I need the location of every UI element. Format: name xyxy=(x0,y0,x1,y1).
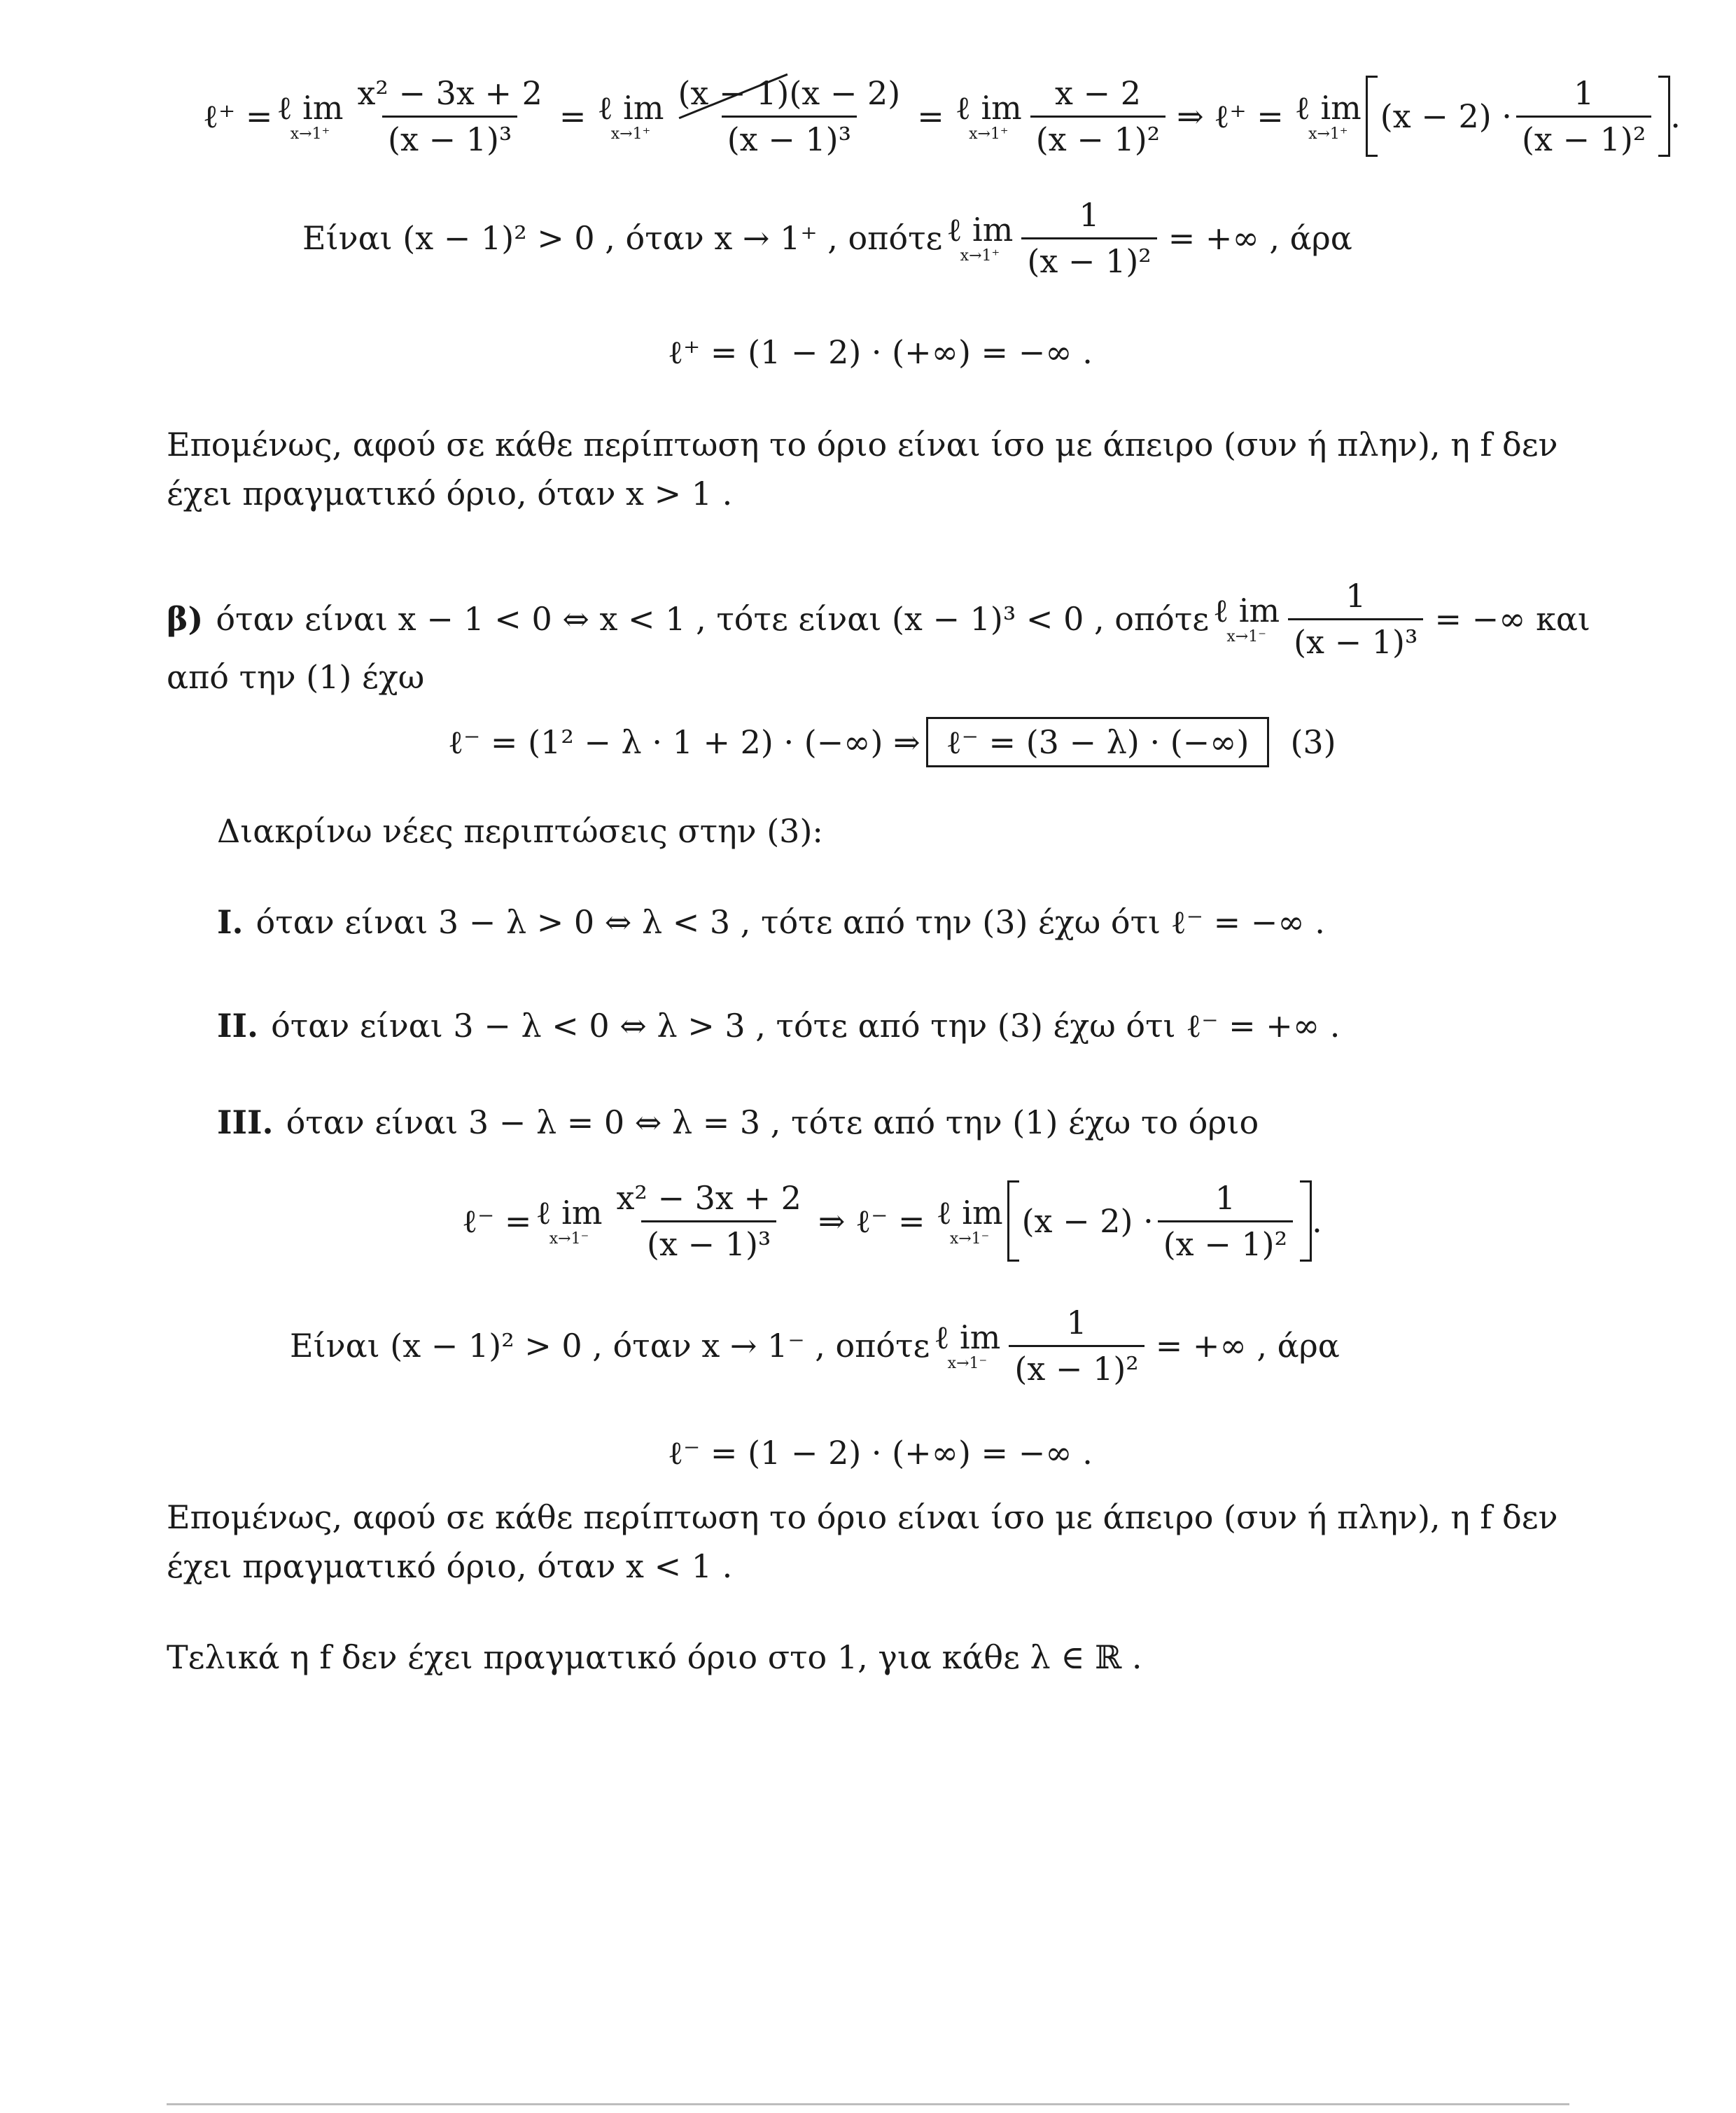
paragraph-1-line-2: έχει πραγματικό όριο, όταν x > 1 . xyxy=(167,475,733,512)
diakrino-line: Διακρίνω νέες περιπτώσεις στην (3): xyxy=(217,812,823,850)
equation-3: ℓ⁻ = (1² − λ · 1 + 2) · (−∞) ⇒ ℓ⁻ = (3 − λ) · (−∞) (3) xyxy=(448,717,1336,767)
limit-operator: ℓ im x→1⁺ xyxy=(276,88,344,144)
limit-operator: ℓ im x→1⁺ xyxy=(1294,88,1362,144)
einai-line-plus: Είναι (x − 1)² > 0 , όταν x → 1⁺ , οπότε ℓ im x→1⁺ $\frac{1}{\text{(x − 1)²}}$ = +∞ , άρα xyxy=(302,196,1352,280)
limit-operator: ℓ im x→1⁺ xyxy=(946,210,1014,265)
top-limit-equation xyxy=(203,76,1681,157)
lplus-result: ℓ⁺ = (1 − 2) · (+∞) = −∞ . xyxy=(668,333,1093,371)
case-1: I. όταν είναι 3 − λ > 0 ⇔ λ < 3 , τότε από την (3) έχω ότι ℓ⁻ = −∞ . xyxy=(217,903,1325,941)
fraction: $\frac{x - 2}{\text{(x − 1)²}}$ xyxy=(1030,76,1166,157)
lhs: ℓ⁺ = xyxy=(203,97,273,136)
footer-divider xyxy=(167,2103,1569,2105)
einai-line-minus: Είναι (x − 1)² > 0 , όταν x → 1⁻ , οπότε ℓ im x→1⁻ $\frac{1}{\text{(x − 1)²}}$ = +∞ , άρα xyxy=(290,1304,1340,1388)
fraction: $\frac{\text{x² − 3x + 2}}{\text{(x − 1)³}}$ xyxy=(616,1179,802,1263)
limit-operator: ℓ im x→1⁻ xyxy=(536,1193,603,1248)
fraction: $\frac{1}{\text{(x − 1)²}}$ xyxy=(1021,197,1156,279)
lminus-limit-equation: ℓ⁻ = ℓ im x→1⁻ $\frac{\text{x² − 3x + 2}}{\text{(x − 1)³}}$ ⇒ ℓ⁻ = ℓ im x→1⁻ (x − 2) · $\frac{1}{\text{(x − 1)²}}$ . xyxy=(462,1179,1322,1263)
case-3: III. όταν είναι 3 − λ = 0 ⇔ λ = 3 , τότε από την (1) έχω το όριο xyxy=(217,1103,1259,1141)
equals: = xyxy=(559,97,587,136)
equation-tag: (3) xyxy=(1290,723,1336,761)
lminus-result: ℓ⁻ = (1 − 2) · (+∞) = −∞ . xyxy=(668,1434,1093,1472)
limit-operator: ℓ im x→1⁺ xyxy=(597,88,664,144)
limit-operator: ℓ im x→1⁻ xyxy=(934,1318,1001,1373)
beta-label: β) xyxy=(167,600,204,639)
beta-line-2: από την (1) έχω xyxy=(167,658,425,696)
paragraph-1-line-1: Επομένως, αφού σε κάθε περίπτωση το όριο είναι ίσο με άπειρο (συν ή πλην), η f δεν xyxy=(167,426,1558,463)
implies: ⇒ ℓ⁺ = xyxy=(1177,97,1284,136)
beta-line: β) όταν είναι x − 1 < 0 ⇔ x < 1 , τότε είναι (x − 1)³ < 0 , οπότε ℓ im x→1⁻ $\frac{1}{\text{(x − 1)³}}$ = −∞ και xyxy=(167,577,1590,661)
limit-operator: ℓ im x→1⁻ xyxy=(1213,591,1280,646)
limit-operator: ℓ im x→1⁻ xyxy=(936,1193,1003,1248)
paragraph-2-line-1: Επομένως, αφού σε κάθε περίπτωση το όριο είναι ίσο με άπειρο (συν ή πλην), η f δεν xyxy=(167,1498,1558,1536)
boxed-result: ℓ⁻ = (3 − λ) · (−∞) xyxy=(926,717,1270,767)
paragraph-2-line-2: έχει πραγματικό όριο, όταν x < 1 . xyxy=(167,1547,733,1585)
fraction: $\frac{1}{\text{(x − 1)²}}$ xyxy=(1009,1305,1144,1386)
final-conclusion: Τελικά η f δεν έχει πραγματικό όριο στο 1, για κάθε λ ∈ ℝ . xyxy=(167,1638,1142,1676)
period: . xyxy=(1670,97,1681,136)
equals: = xyxy=(917,97,944,136)
bracket-expression: (x − 2) · $\frac{1}{\text{(x − 1)²}}$ xyxy=(1366,76,1670,157)
cancelled-factor: (x − 1) xyxy=(678,74,790,112)
limit-operator: ℓ im x→1⁺ xyxy=(955,88,1022,144)
bracket-expression: (x − 2) · $\frac{1}{\text{(x − 1)²}}$ xyxy=(1007,1180,1312,1262)
case-2: II. όταν είναι 3 − λ < 0 ⇔ λ > 3 , τότε από την (3) έχω ότι ℓ⁻ = +∞ . xyxy=(217,1007,1340,1045)
fraction-cancelled: $\frac{(x - 1)(x - 2)}{\text{(x − 1)³}}$ xyxy=(678,74,901,158)
fraction: $\frac{1}{\text{(x − 1)³}}$ xyxy=(1288,578,1423,660)
fraction: $\frac{\text{x² − 3x + 2}}{\text{(x − 1)³}}$ xyxy=(357,74,542,158)
